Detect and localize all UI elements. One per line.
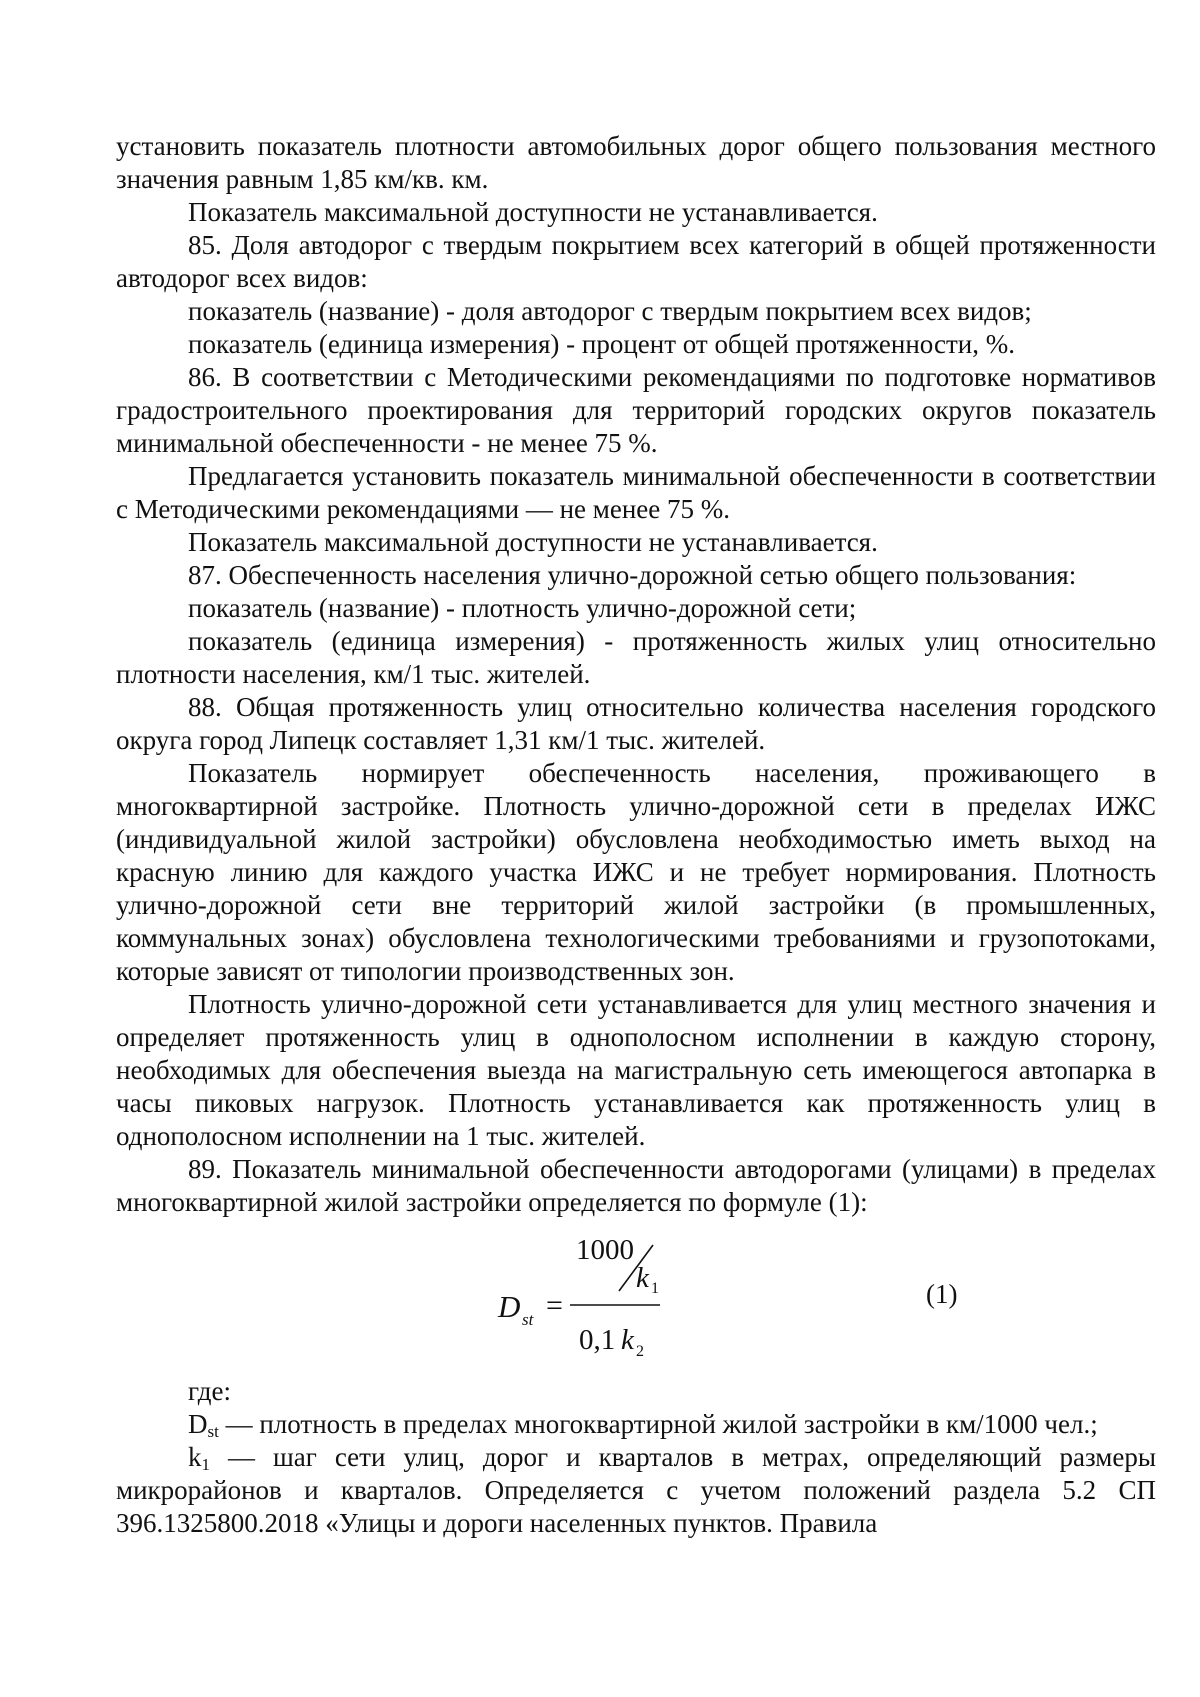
body-text: [116, 130, 1156, 1219]
paragraph-item-86: 86. В соответствии с Методическими рекомендациями по подготовке нормативов градостроительного проектирования для территорий городских округов показатель минимальной обеспеченности - не менее 75 %.: [116, 362, 1156, 458]
formula-outer-denominator-symbol: k: [621, 1324, 634, 1356]
formula-number: (1): [926, 1279, 958, 1309]
paragraph-item-89: 89. Показатель минимальной обеспеченности автодорогами (улицами) в пределах многоквартирной жилой застройки определяется по формуле (1):: [116, 1154, 1156, 1217]
paragraph-item-88: 88. Общая протяженность улиц относительно количества населения городского округа город Липецк составляет 1,31 км/1 тыс. жителей.: [116, 692, 1156, 755]
formula-inner-numerator: 1000: [576, 1234, 634, 1266]
formula-svg: [116, 1219, 1156, 1375]
paragraph-item-87: 87. Обеспеченность населения улично-дорожной сетью общего пользования:: [188, 560, 1077, 590]
paragraph-proposal: Предлагается установить показатель минимальной обеспеченности в соответствии с Методическими рекомендациями — не менее 75 %.: [116, 461, 1156, 524]
definition-dst-subscript: st: [207, 1422, 219, 1441]
formula-equals: =: [546, 1289, 563, 1322]
definition-k1-subscript: 1: [201, 1455, 210, 1474]
formula-outer-denominator-coefficient: 0,1: [579, 1324, 616, 1356]
paragraph-indicator-unit: показатель (единица измерения) - процент от общей протяженности, %.: [188, 329, 1015, 359]
paragraph-density-set: Плотность улично-дорожной сети устанавливается для улиц местного значения и определяет протяженность улиц в однополосном исполнении в каждую сторону, необходимых для обеспечения выезда на магистральную сеть имеющегося автопарка в часы пиковых нагрузок. Плотность устанавливается как протяженность улиц в однополосном исполнении на 1 тыс. жителей.: [116, 989, 1156, 1151]
document-page: [116, 130, 1156, 1540]
formula-1: [116, 1219, 1156, 1375]
paragraph-indicator-name: показатель (название) - доля автодорог с твердым покрытием всех видов;: [188, 296, 1032, 326]
definitions: [116, 1375, 1156, 1540]
paragraph-indicator-unit-2: показатель (единица измерения) - протяженность жилых улиц относительно плотности населения, км/1 тыс. жителей.: [116, 626, 1156, 689]
paragraph-item-85: 85. Доля автодорог с твердым покрытием всех категорий в общей протяженности автодорог всех видов:: [116, 230, 1156, 293]
definition-dst-text: — плотность в пределах многоквартирной жилой застройки в км/1000 чел.;: [218, 1409, 1098, 1439]
paragraph-max-accessibility: Показатель максимальной доступности не устанавливается.: [188, 197, 878, 227]
paragraph-road-density: установить показатель плотности автомобильных дорог общего пользования местного значения равным 1,85 км/кв. км.: [116, 131, 1156, 194]
definition-k1: [116, 1441, 1156, 1540]
formula-inner-denominator-symbol: k: [636, 1262, 649, 1294]
definition-k1-text: — шаг сети улиц, дорог и кварталов в метрах, определяющий размеры микрорайонов и кварталов. Определяется с учетом положений раздела 5.2 СП 396.1325800.2018 «Улицы и дороги населенных пунктов. Правила: [116, 1442, 1156, 1538]
formula-inner-denominator-subscript: 1: [651, 1280, 659, 1297]
formula-block: [116, 1219, 1156, 1375]
definition-dst-symbol: D: [188, 1409, 208, 1439]
definition-dst: [116, 1408, 1156, 1441]
paragraph-indicator-normalizes: Показатель нормирует обеспеченность населения, проживающего в многоквартирной застройке. Плотность улично-дорожной сети в пределах ИЖС (индивидуальной жилой застройки) обусловлена необходимостью иметь выход на красную линию для каждого участка ИЖС и не требует нормирования. Плотность улично-дорожной сети вне территорий жилой застройки (в промышленных, коммунальных зонах) обусловлена технологическими требованиями и грузопотоками, которые зависят от типологии производственных зон.: [116, 758, 1156, 986]
where-label: где:: [188, 1376, 231, 1406]
formula-outer-denominator-subscript: 2: [636, 1343, 644, 1360]
definition-k1-symbol: k: [188, 1442, 202, 1472]
paragraph-max-accessibility-2: Показатель максимальной доступности не устанавливается.: [188, 527, 878, 557]
paragraph-indicator-name-2: показатель (название) - плотность улично-дорожной сети;: [188, 593, 857, 623]
formula-lhs-symbol: D: [498, 1289, 521, 1324]
formula-lhs-subscript: st: [522, 1310, 534, 1329]
